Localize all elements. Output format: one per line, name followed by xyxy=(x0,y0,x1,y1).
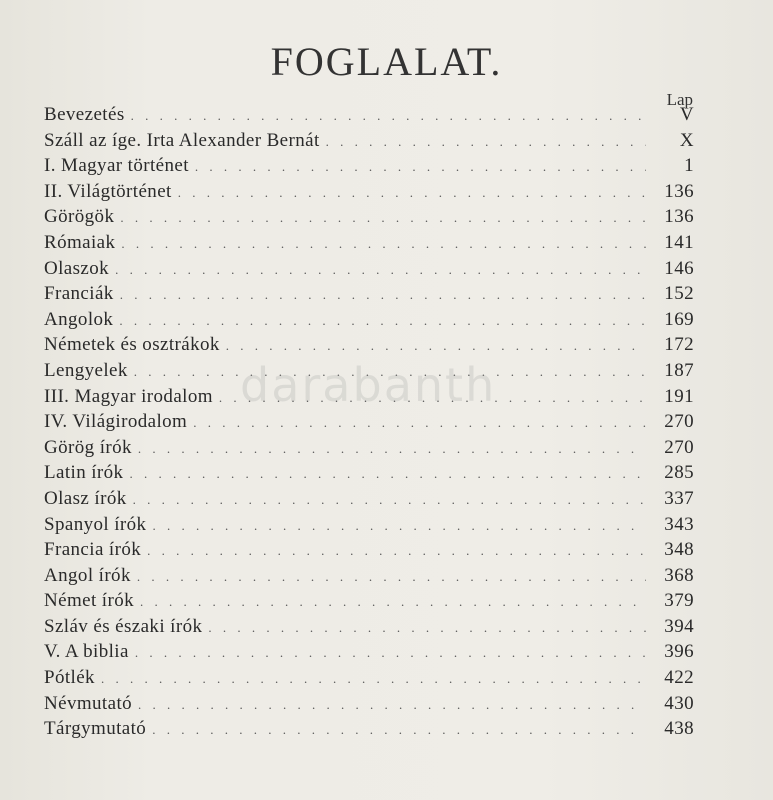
toc-entry-page: 394 xyxy=(664,615,694,637)
toc-entry-label: Görögök xyxy=(44,206,115,228)
toc-entry xyxy=(44,488,694,514)
toc-entry xyxy=(44,718,694,744)
dot-leader xyxy=(138,441,646,457)
toc-entry-label: I. Magyar történet xyxy=(44,155,189,177)
dot-leader xyxy=(193,415,646,431)
toc-entry-label: Latin írók xyxy=(44,462,124,484)
toc-entry-page: 169 xyxy=(664,308,694,330)
toc-entry-label: Lengyelek xyxy=(44,359,128,381)
page-title: FOGLALAT. xyxy=(270,39,503,84)
toc-entry xyxy=(44,514,694,540)
page-column-header: Lap xyxy=(666,90,693,109)
toc-entry xyxy=(44,130,694,156)
toc-entry-label: V. A biblia xyxy=(44,641,129,663)
toc-entry-label: II. Világtörténet xyxy=(44,180,172,202)
toc-entry xyxy=(44,283,694,309)
dot-leader xyxy=(120,287,646,303)
toc-entry xyxy=(44,616,694,642)
toc-entry-label: Németek és osztrákok xyxy=(44,334,220,356)
toc-entry xyxy=(44,667,694,693)
toc-entry-label: Görög írók xyxy=(44,436,132,458)
toc-entry xyxy=(44,334,694,360)
dot-leader xyxy=(152,722,646,738)
toc-entry-page: 136 xyxy=(664,180,694,202)
toc-entry-page: 430 xyxy=(664,692,694,714)
toc-entry-page: 438 xyxy=(664,718,694,740)
toc-entry-label: Tárgymutató xyxy=(44,718,147,740)
toc-entry-page: V xyxy=(679,104,694,125)
dot-leader xyxy=(135,645,646,661)
toc-entry xyxy=(44,181,694,207)
dot-leader xyxy=(121,236,646,252)
toc-entry-page: 152 xyxy=(664,283,694,305)
toc-entry xyxy=(44,411,694,437)
dot-leader xyxy=(120,210,646,226)
toc-entry-label: Angol írók xyxy=(44,564,131,586)
dot-leader xyxy=(178,185,646,201)
toc-entry-page: 368 xyxy=(664,564,694,586)
toc-entry-page: 285 xyxy=(664,462,694,484)
watermark: darabanth xyxy=(240,358,497,412)
toc-entry-page: 146 xyxy=(664,257,694,279)
dot-leader xyxy=(326,134,646,150)
dot-leader xyxy=(101,671,646,687)
toc-entry-label: Angolok xyxy=(44,308,114,330)
toc-entry xyxy=(44,641,694,667)
toc-entry-page: 141 xyxy=(664,231,694,253)
toc-entry-page: 172 xyxy=(664,334,694,356)
toc-entry-page: X xyxy=(679,129,694,151)
toc-entry-label: Szláv és északi írók xyxy=(44,615,203,637)
dot-leader xyxy=(131,108,646,124)
toc-entry xyxy=(44,309,694,335)
toc-entry-page: 136 xyxy=(664,206,694,228)
toc-entry-page: 1 xyxy=(684,155,694,177)
dot-leader xyxy=(137,569,646,585)
toc-entry-label: Német írók xyxy=(44,590,135,612)
toc-entry xyxy=(44,565,694,591)
toc-entry-label: Spanyol írók xyxy=(44,513,147,535)
toc-entry-label: III. Magyar irodalom xyxy=(44,385,213,407)
toc-entry-label: Francia írók xyxy=(44,539,142,561)
dot-leader xyxy=(133,492,646,508)
dot-leader xyxy=(119,313,646,329)
toc-entry-label: Pótlék xyxy=(44,667,95,689)
table-of-contents xyxy=(44,104,694,744)
toc-entry-page: 422 xyxy=(664,667,694,689)
toc-entry-page: 396 xyxy=(664,641,694,663)
toc-entry xyxy=(44,206,694,232)
toc-entry-label: Bevezetés xyxy=(44,104,125,125)
toc-entry xyxy=(44,155,694,181)
dot-leader xyxy=(115,262,646,278)
toc-entry-label: Olaszok xyxy=(44,257,110,279)
dot-leader xyxy=(129,466,646,482)
dot-leader xyxy=(226,338,646,354)
toc-entry xyxy=(44,590,694,616)
toc-entry-label: Olasz írók xyxy=(44,487,127,509)
toc-entry-label: IV. Világirodalom xyxy=(44,411,188,433)
toc-entry-label: Száll az íge. Irta Alexander Bernát xyxy=(44,129,320,151)
toc-entry-page: 270 xyxy=(664,436,694,458)
dot-leader xyxy=(147,543,646,559)
toc-entry xyxy=(44,462,694,488)
toc-entry xyxy=(44,104,694,130)
toc-entry xyxy=(44,232,694,258)
dot-leader xyxy=(140,594,646,610)
toc-entry xyxy=(44,693,694,719)
toc-entry-page: 343 xyxy=(664,513,694,535)
dot-leader xyxy=(138,697,646,713)
toc-entry-page: 379 xyxy=(664,590,694,612)
toc-entry-page: 187 xyxy=(664,359,694,381)
toc-entry xyxy=(44,258,694,284)
toc-entry-page: 337 xyxy=(664,487,694,509)
toc-entry-label: Franciák xyxy=(44,283,114,305)
dot-leader xyxy=(195,159,646,175)
toc-entry xyxy=(44,539,694,565)
dot-leader xyxy=(208,620,646,636)
toc-entry-page: 191 xyxy=(664,385,694,407)
toc-entry-page: 270 xyxy=(664,411,694,433)
toc-entry-label: Névmutató xyxy=(44,692,133,714)
toc-entry-page: 348 xyxy=(664,539,694,561)
dot-leader xyxy=(152,518,646,534)
toc-entry xyxy=(44,437,694,463)
toc-entry-label: Rómaiak xyxy=(44,231,116,253)
